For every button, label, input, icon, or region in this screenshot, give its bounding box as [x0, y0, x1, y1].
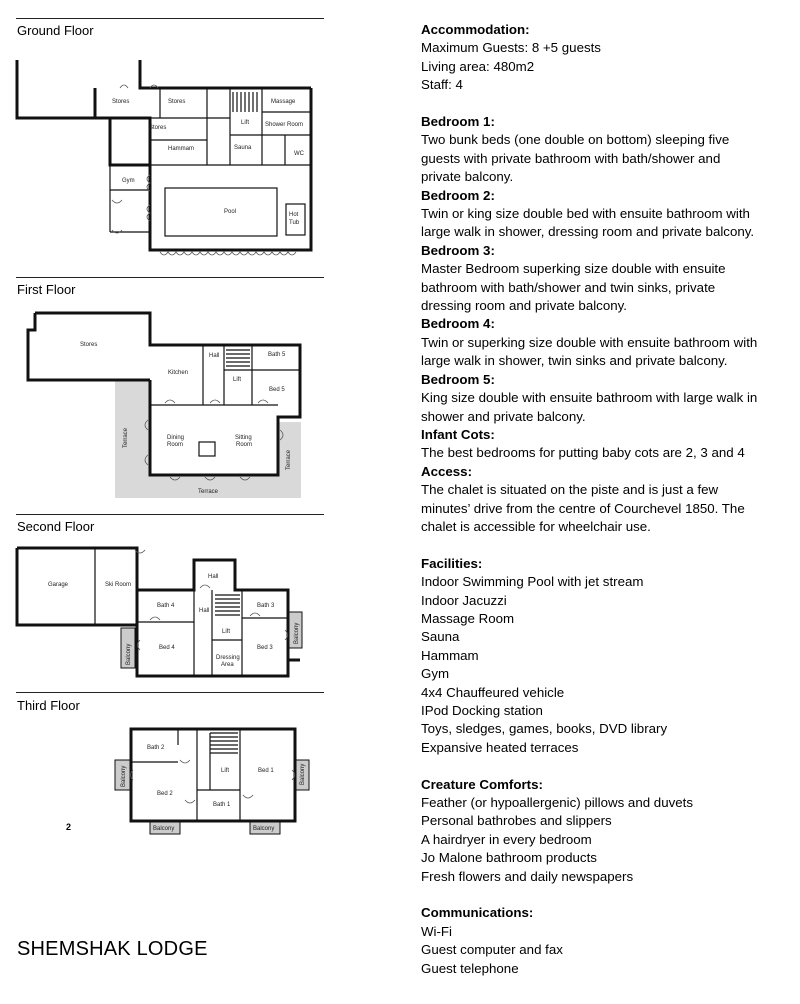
- first-room-sitting-2: Room: [236, 442, 253, 448]
- first-terrace-right: Terrace: [286, 449, 292, 470]
- first-terrace-bottom: Terrace: [198, 489, 219, 495]
- section-communications: [421, 904, 791, 978]
- third-room-bath2: Bath 2: [147, 745, 165, 751]
- heading-comforts: Creature Comforts:: [421, 776, 543, 792]
- first-room-dining-2: Room: [167, 442, 184, 448]
- third-balcony-right: Balcony: [300, 763, 306, 785]
- text-line: large walk in shower, twin sinks and private balcony.: [421, 353, 728, 369]
- heading-access: Access:: [421, 463, 473, 479]
- lodge-name: SHEMSHAK LODGE: [17, 938, 208, 960]
- first-room-hall: Hall: [209, 353, 220, 359]
- text-line: The best bedrooms for putting baby cots are 2, 3 and 4: [421, 445, 745, 461]
- text-line: Wi-Fi: [421, 923, 453, 939]
- second-room-bed3: Bed 3: [257, 645, 273, 651]
- spacer: [421, 95, 791, 113]
- text-line: guests with private bathroom with bath/shower and: [421, 150, 721, 166]
- second-floor-title: Second Floor: [17, 519, 95, 534]
- text-line: A hairdryer in every bedroom: [421, 831, 592, 847]
- third-room-bed1: Bed 1: [258, 768, 274, 774]
- ground-room-stores-1: Stores: [112, 99, 130, 105]
- section-bedroom4: [421, 315, 791, 370]
- text-line: chalet is accessible for wheelchair use.: [421, 518, 651, 534]
- section-comforts: [421, 776, 791, 886]
- text-line: Living area: 480m2: [421, 58, 535, 74]
- ground-room-tub: Tub: [289, 220, 300, 226]
- section-bedroom2: [421, 187, 791, 242]
- text-line: Master Bedroom superking size double with ensuite: [421, 261, 726, 277]
- text-line: bathroom with bath/shower and twin sinks, private: [421, 279, 716, 295]
- section-bedroom1: [421, 113, 791, 187]
- section-bedroom5: [421, 371, 791, 426]
- ground-room-hammam: Hammam: [168, 146, 195, 152]
- first-terrace-left: Terrace: [123, 427, 129, 448]
- first-room-kitchen: Kitchen: [168, 370, 189, 376]
- second-room-dressing-2: Area: [221, 662, 234, 668]
- section-access: [421, 463, 791, 537]
- third-balcony-bottom-left: Balcony: [153, 826, 175, 832]
- second-balcony-right: Balcony: [294, 622, 300, 644]
- second-room-bed4: Bed 4: [159, 645, 175, 651]
- text-line: private balcony.: [421, 169, 514, 185]
- first-room-stores: Stores: [80, 342, 98, 348]
- details-column: [421, 21, 791, 978]
- first-room-bed5: Bed 5: [269, 387, 285, 393]
- heading-bedroom3: Bedroom 3:: [421, 242, 495, 258]
- ground-room-hot: Hot: [289, 212, 299, 218]
- third-floor-title: Third Floor: [17, 698, 80, 713]
- second-room-bath3: Bath 3: [257, 603, 275, 609]
- first-room-lift: Lift: [233, 377, 242, 383]
- text-line: Guest computer and fax: [421, 942, 563, 958]
- heading-cots: Infant Cots:: [421, 426, 495, 442]
- heading-communications: Communications:: [421, 905, 534, 921]
- text-line: Hammam: [421, 647, 479, 663]
- text-line: Toys, sledges, games, books, DVD library: [421, 721, 668, 737]
- section-facilities: [421, 555, 791, 757]
- heading-bedroom4: Bedroom 4:: [421, 316, 495, 332]
- ground-room-shower: Shower Room: [265, 122, 304, 128]
- section-bedroom3: [421, 242, 791, 316]
- text-line: Personal bathrobes and slippers: [421, 813, 612, 829]
- third-floor-plan: [0, 0, 330, 840]
- heading-bedroom2: Bedroom 2:: [421, 187, 495, 203]
- heading-facilities: Facilities:: [421, 555, 483, 571]
- ground-room-wc: WC: [294, 151, 304, 157]
- floor-plans-column: [0, 0, 330, 1004]
- text-line: King size double with ensuite bathroom with large walk in: [421, 390, 758, 406]
- text-line: Feather (or hypoallergenic) pillows and duvets: [421, 795, 693, 811]
- ground-room-lift: Lift: [241, 120, 250, 126]
- text-line: Jo Malone bathroom products: [421, 850, 597, 866]
- ground-room-sauna: Sauna: [234, 145, 252, 151]
- section-cots: [421, 426, 791, 463]
- text-line: Fresh flowers and daily newspapers: [421, 868, 634, 884]
- first-room-sitting-1: Sitting: [235, 435, 252, 441]
- third-room-bath1: Bath 1: [213, 802, 231, 808]
- text-line: 4x4 Chauffeured vehicle: [421, 684, 565, 700]
- text-line: Maximum Guests: 8 +5 guests: [421, 40, 601, 56]
- third-balcony-bottom-right: Balcony: [253, 826, 275, 832]
- spacer: [421, 536, 791, 554]
- third-room-lift: Lift: [221, 768, 230, 774]
- spacer: [421, 886, 791, 904]
- second-room-garage: Garage: [48, 582, 69, 588]
- heading-bedroom5: Bedroom 5:: [421, 371, 495, 387]
- heading-accommodation: Accommodation:: [421, 22, 530, 37]
- ground-room-massage: Massage: [271, 99, 296, 105]
- text-line: Staff: 4: [421, 77, 463, 93]
- text-line: Two bunk beds (one double on bottom) sleeping five: [421, 132, 730, 148]
- second-room-hall: Hall: [199, 608, 210, 614]
- second-room-ski: Ski Room: [105, 582, 132, 588]
- second-room-hall-top: Hall: [208, 574, 219, 580]
- text-line: shower and private balcony.: [421, 408, 586, 424]
- third-room-bed2: Bed 2: [157, 791, 173, 797]
- second-room-bath4: Bath 4: [157, 603, 175, 609]
- second-room-dressing-1: Dressing: [216, 655, 240, 661]
- text-line: Guest telephone: [421, 960, 519, 976]
- spacer: [421, 757, 791, 775]
- text-line: The chalet is situated on the piste and is just a few: [421, 482, 719, 498]
- first-floor-title: First Floor: [17, 282, 76, 297]
- ground-room-gym: Gym: [122, 178, 135, 184]
- text-line: Gym: [421, 666, 450, 682]
- text-line: Twin or superking size double with ensuite bathroom with: [421, 334, 758, 350]
- text-line: Expansive heated terraces: [421, 739, 579, 755]
- ground-floor-title: Ground Floor: [17, 23, 94, 38]
- first-room-dining-1: Dining: [167, 435, 185, 441]
- text-line: dressing room and private balcony.: [421, 298, 627, 314]
- ground-room-stores-2: Stores: [168, 99, 186, 105]
- text-line: Indoor Jacuzzi: [421, 592, 507, 608]
- page-number: 2: [66, 822, 72, 832]
- third-balcony-left: Balcony: [121, 765, 127, 787]
- first-room-bath5: Bath 5: [268, 352, 286, 358]
- text-line: IPod Docking station: [421, 703, 543, 718]
- heading-bedroom1: Bedroom 1:: [421, 114, 495, 130]
- second-room-lift: Lift: [222, 629, 231, 635]
- text-line: Twin or king size double bed with ensuite bathroom with: [421, 206, 750, 222]
- second-balcony-left: Balcony: [126, 643, 132, 665]
- text-line: minutes’ drive from the centre of Courchevel 1850. The: [421, 500, 745, 516]
- ground-room-pool: Pool: [224, 209, 237, 215]
- ground-room-stores-3: Stores: [149, 125, 167, 131]
- text-line: large walk in shower, dressing room and private balcony.: [421, 224, 755, 240]
- text-line: Indoor Swimming Pool with jet stream: [421, 574, 644, 590]
- text-line: Massage Room: [421, 610, 515, 626]
- section-accommodation: [421, 21, 791, 95]
- text-line: Sauna: [421, 629, 460, 645]
